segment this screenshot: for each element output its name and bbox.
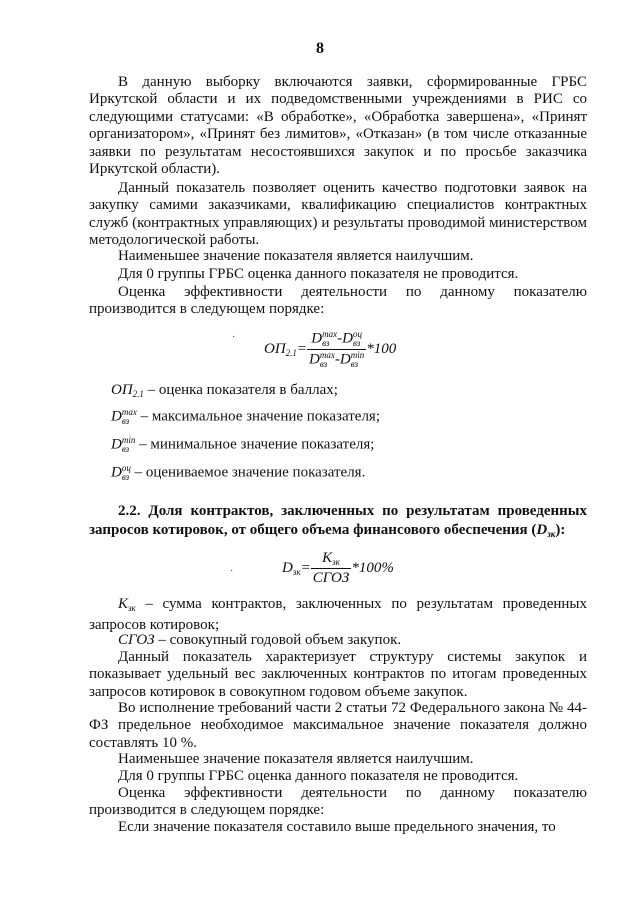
scan-mark-2: · — [230, 566, 234, 577]
formula-denominator: D max вз -D min вз — [309, 350, 365, 369]
definition-doc: D оц вз – оцениваемое значение показателя. — [111, 463, 366, 482]
definition-op21: $ОП_{2.1}$ – оценка показателя в баллах; — [111, 382, 338, 399]
section-heading-2-2: 2.2. Доля контрактов, заключенных по результатам проведенных запросов котировок, от общего объема финансового обеспечения $(D_{зк})$: — [89, 503, 587, 539]
formula2-denominator: СГОЗ — [312, 570, 350, 586]
paragraph-evaluation-order-2: Оценка эффективности деятельности по данному показателю производится в следующем порядке: — [89, 785, 587, 819]
formula-lhs: ОП — [264, 340, 286, 357]
formula-lhs-sub: 2.1 — [285, 347, 297, 358]
scan-mark: · — [232, 332, 236, 343]
paragraph-selection-scope: В данную выборку включаются заявки, сформированные ГРБС Иркутской области и их подведомственными учреждениями в РИС со следующими статусами: «В обработке», «Обработка завершена», «Принят организатором», «Принят без лимитов», «Отказан» (в том числе отказанные заявки по результатам несостоявшихся закупок и по просьбе заказчика Иркутской области). — [89, 74, 587, 178]
paragraph-best-value: Наименьшее значение показателя является наилучшим. — [118, 248, 474, 264]
definition-dmax: D max вз – максимальное значение показателя; — [111, 407, 380, 426]
paragraph-group-zero: Для 0 группы ГРБС оценка данного показателя не проводится. — [118, 266, 519, 282]
paragraph-structure: Данный показатель характеризует структуру системы закупок и показывает удельный вес заключенных контрактов по итогам проведенных запросов котировок в совокупном годовом объеме закупок. — [89, 649, 587, 700]
formula-numerator: D max вз -D оц вз — [307, 330, 366, 350]
paragraph-group-zero-2: Для 0 группы ГРБС оценка данного показателя не проводится. — [118, 768, 519, 784]
page-number: 8 — [316, 40, 324, 57]
formula-fraction — [307, 330, 366, 369]
formula2-numerator: $К_{зк}$ — [311, 550, 352, 569]
paragraph-law-requirement: Во исполнение требований части 2 статьи 72 Федерального закона № 44-ФЗ предельное необходимое максимальное значение показателя должно составлять 10 %. — [89, 700, 587, 751]
formula2-fraction — [311, 550, 352, 587]
definition-sgoz: СГОЗ – совокупный годовой объем закупок. — [118, 632, 402, 648]
formula-multiplier: *100 — [366, 340, 397, 357]
definition-dmin: D min вз – минимальное значение показателя; — [111, 435, 375, 454]
paragraph-if-above-limit: Если значение показателя составило выше предельного значения, то — [118, 819, 556, 835]
formula-op21 — [264, 330, 396, 369]
paragraph-indicator-purpose: Данный показатель позволяет оценить качество подготовки заявок на закупку самими заказчиками, квалификацию специалистов контрактных служб (контрактных управляющих) и результаты проводимой министерством методологической работы. — [89, 180, 587, 249]
paragraph-evaluation-order: Оценка эффективности деятельности по данному показателю производится в следующем порядке: — [89, 284, 587, 318]
paragraph-best-value-2: Наименьшее значение показателя является наилучшим. — [118, 751, 474, 767]
definition-kzk: $К_{зк}$ – сумма контрактов, заключенных по результатам проведенных запросов котировок; — [89, 596, 587, 634]
formula-dzk: $D_{зк}=$ $\frac{К_{зк}}{\text{СГОЗ}}$ *100% — [282, 550, 394, 586]
formula-eq: = — [296, 340, 308, 357]
